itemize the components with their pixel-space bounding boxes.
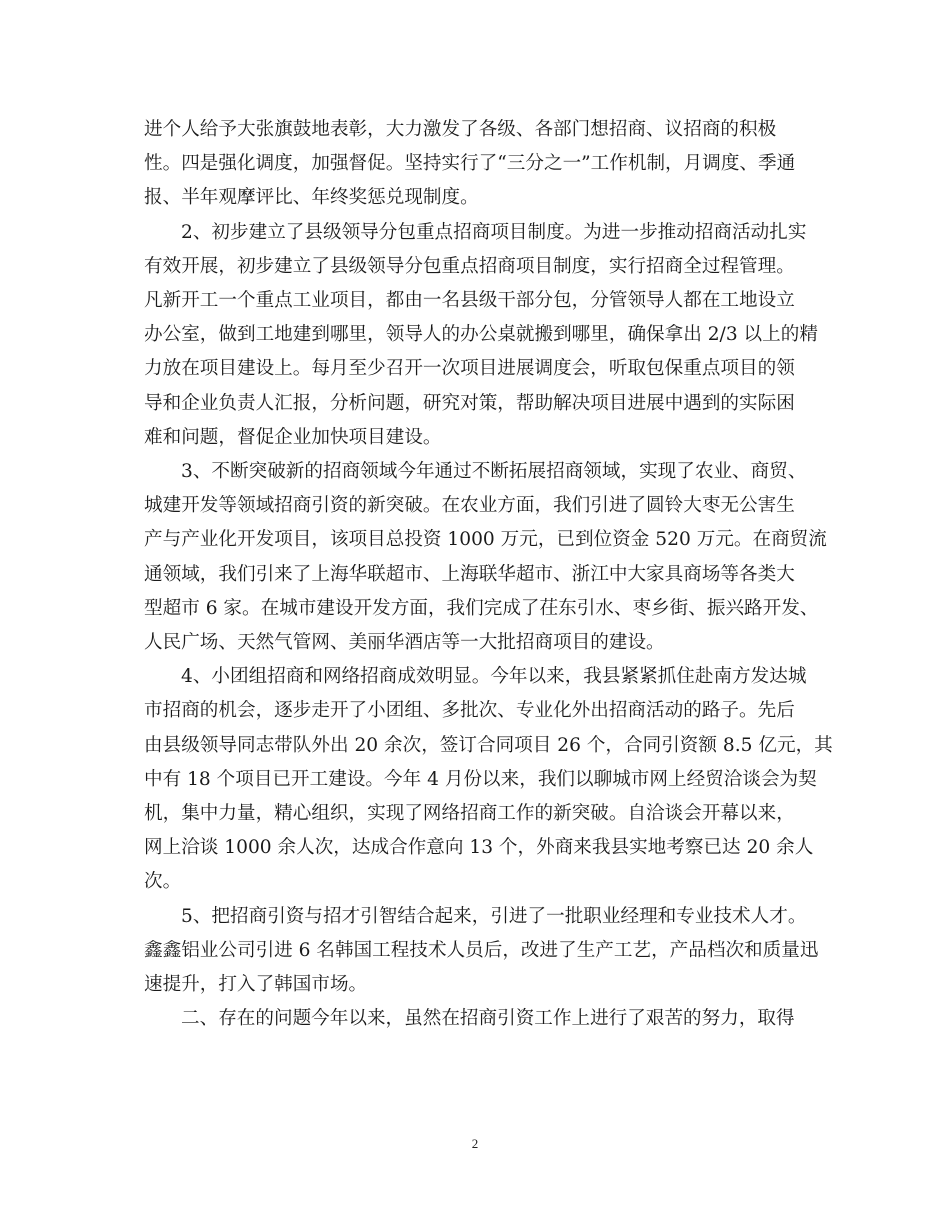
page-number: 2 [471, 1136, 479, 1151]
text-line: 3、不断突破新的招商领域今年通过不断拓展招商领域，实现了农业、商贸、 [181, 461, 807, 483]
text-line: 报、半年观摩评比、年终奖惩兑现制度。 [144, 187, 479, 209]
body-text [144, 113, 833, 1036]
text-line: 4、小团组招商和网络招商成效明显。今年以来，我县紧紧抓住赴南方发达城 [181, 666, 807, 688]
text-line: 性。四是强化调度，加强督促。坚持实行了“三分之一”工作机制，月调度、季通 [144, 153, 796, 175]
text-line: 速提升，打入了韩国市场。 [144, 974, 368, 996]
text-line: 中有 18 个项目已开工建设。今年 4 月份以来，我们以聊城市网上经贸洽谈会为契 [144, 768, 817, 790]
text-line: 凡新开工一个重点工业项目，都由一名县级干部分包，分管领导人都在工地设立 [144, 290, 795, 312]
text-line: 次。 [144, 871, 182, 893]
text-line: 二、存在的问题今年以来，虽然在招商引资工作上进行了艰苦的努力，取得 [181, 1008, 795, 1030]
text-line: 2、初步建立了县级领导分包重点招商项目制度。为进一步推动招商活动扎实 [181, 221, 807, 243]
paragraph-item-3 [144, 455, 827, 660]
text-line: 城建开发等领域招商引资的新突破。在农业方面，我们引进了圆铃大枣无公害生 [144, 495, 795, 517]
text-line: 由县级领导同志带队外出 20 余次，签订合同项目 26 个，合同引资额 8.5 亿元，其 [144, 734, 833, 756]
paragraph-item-4 [144, 660, 833, 899]
text-line: 进个人给予大张旗鼓地表彰，大力激发了各级、各部门想招商、议招商的积极 [144, 119, 777, 140]
text-line: 鑫鑫铝业公司引进 6 名韩国工程技术人员后，改进了生产工艺，产品档次和质量迅 [144, 939, 819, 961]
text-line: 办公室，做到工地建到哪里，领导人的办公桌就搬到哪里，确保拿出 2/3 以上的精 [144, 324, 818, 346]
text-line: 5、把招商引资与招才引智结合起来，引进了一批职业经理和专业技术人才。 [181, 905, 807, 927]
paragraph-section-problems [144, 1002, 824, 1036]
text-line: 市招商的机会，逐步走开了小团组、多批次、专业化外出招商活动的路子。先后 [144, 700, 795, 722]
text-line: 有效开展，初步建立了县级领导分包重点招商项目制度，实行招商全过程管理。 [144, 255, 795, 277]
text-line: 产与产业化开发项目，该项目总投资 1000 万元，已到位资金 520 万元。在商贸流 [144, 529, 827, 551]
paragraph-item-5 [144, 900, 824, 1003]
text-line: 网上洽谈 1000 余人次，达成合作意向 13 个，外商来我县实地考察已达 20 余人 [144, 837, 814, 859]
text-line: 难和问题，督促企业加快项目建设。 [144, 426, 442, 448]
text-line: 力放在项目建设上。每月至少召开一次项目进展调度会，听取包保重点项目的领 [144, 358, 795, 380]
text-line: 人民广场、天然气管网、美丽华酒店等一大批招商项目的建设。 [144, 632, 665, 654]
text-line: 型超市 6 家。在城市建设开发方面，我们完成了茌东引水、枣乡街、振兴路开发、 [144, 597, 819, 619]
text-line: 导和企业负责人汇报，分析问题，研究对策，帮助解决项目进展中遇到的实际困 [144, 392, 795, 414]
paragraph-item-2 [144, 216, 824, 455]
text-line: 机，集中力量，精心组织，实现了网络招商工作的新突破。自洽谈会开幕以来， [144, 803, 795, 825]
text-line: 通领域，我们引来了上海华联超市、上海联华超市、浙江中大家具商场等各类大 [144, 563, 795, 585]
paragraph-continuation [144, 113, 824, 216]
